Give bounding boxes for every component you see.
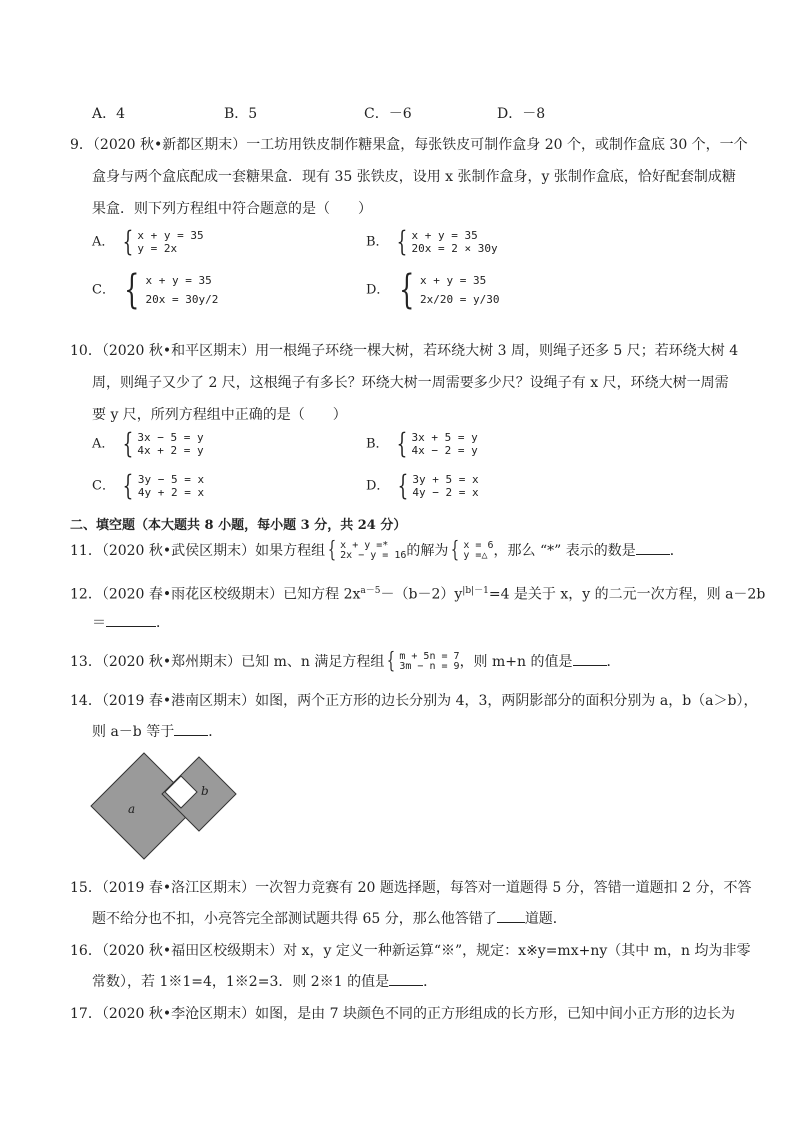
q15-line2: 题不给分也不扣，小亮答完全部测试题共得 65 分，那么他答错了 道题． (92, 911, 567, 927)
q9-option-a: A． { x + y = 35 y = 2x (92, 225, 204, 258)
q9-option-b: B． { x + y = 35 20x = 2 × 30y (366, 225, 498, 258)
q8-option-b: B．5 (224, 106, 258, 122)
q11: 11．（2020 秋•武侯区期末）如果方程组 { x + y =* 2x − y = 16 的解为 { x = 6 y =△ ，那么 “*” 表示的数是 ． (70, 538, 684, 563)
q10-line3: 要 y 尺，所列方程组中正确的是（ ） (92, 407, 347, 423)
q10-option-d: D． { 3y + 5 = x 4y − 2 = x (366, 469, 479, 502)
q17-line1: 17．（2020 秋•李沧区期末）如图，是由 7 块颜色不同的正方形组成的长方形，已知中间小正方形的边长为 (70, 1006, 735, 1022)
label-a: a (128, 802, 136, 816)
q13-answer-blank[interactable] (573, 653, 607, 666)
q16-line1: 16．（2020 秋•福田区校级期末）对 x，y 定义一种新运算“※”，规定：x※y=mx+ny（其中 m，n 均为非零 (70, 943, 751, 959)
q10-line1: 10．（2020 秋•和平区期末）用一根绳子环绕一棵大树，若环绕大树 3 周，则绳子还多 5 尺；若环绕大树 4 (70, 343, 739, 359)
q8-option-c: C．－6 (364, 106, 412, 122)
q10-line2: 周，则绳子又少了 2 尺，这根绳子有多长？环绕大树一周需要多少尺？设绳子有 x 尺，环绕大树一周需 (92, 375, 729, 391)
q9-line1: 9．（2020 秋•新都区期末）一工坊用铁皮制作糖果盒，每张铁皮可制作盒身 20 个，或制作盒底 30 个，一个 (70, 137, 748, 153)
q14-line2: 则 a－b 等于 ． (92, 724, 223, 740)
q9-option-d: D． { x + y = 35 2x/20 = y/30 (366, 267, 500, 313)
q15-answer-blank[interactable] (497, 910, 525, 923)
q12-answer-blank[interactable] (106, 614, 156, 627)
section-2-heading: 二、填空题（本大题共 8 小题，每小题 3 分，共 24 分） (70, 518, 407, 533)
q14-answer-blank[interactable] (174, 723, 208, 736)
q15-line1: 15．（2019 春•洛江区期末）一次智力竞赛有 20 题选择题，每答对一道题得 5 分，答错一道题扣 2 分，不答 (70, 880, 752, 896)
q16-line2: 常数），若 1※1=4，1※2=3．则 2※1 的值是 ． (92, 974, 438, 990)
q14-line1: 14．（2019 春•港南区期末）如图，两个正方形的边长分别为 4，3，两阴影部分的面积分别为 a，b（a＞b）， (70, 693, 758, 709)
q16-answer-blank[interactable] (389, 973, 423, 986)
label-b: b (201, 784, 209, 798)
q10-option-a: A． { 3x − 5 = y 4x + 2 = y (92, 427, 204, 460)
q9-option-c: C． { x + y = 35 20x = 30y/2 (92, 267, 219, 313)
q8-option-a: A．4 (92, 106, 126, 122)
q9-line3: 果盒．则下列方程组中符合题意的是（ ） (92, 201, 372, 217)
q14-figure (86, 752, 242, 862)
q12-line2: ＝ ． (92, 615, 170, 631)
q10-option-b: B． { 3x + 5 = y 4x − 2 = y (366, 427, 478, 460)
q11-answer-blank[interactable] (636, 542, 670, 555)
q10-option-c: C． { 3y − 5 = x 4y + 2 = x (92, 469, 205, 502)
q13: 13．（2020 秋•郑州期末）已知 m、n 满足方程组 { m + 5n = 7 3m − n = 9 ，则 m+n 的值是 ． (70, 649, 621, 674)
q9-line2: 盒身与两个盒底配成一套糖果盒．现有 35 张铁皮，设用 x 张制作盒身，y 张制作盒底，恰好配套制成糖 (92, 169, 736, 185)
q8-option-d: D．－8 (497, 106, 546, 122)
q12-line1: 12．（2020 春•雨花区校级期末）已知方程 $2x^{a-5}-(b-2)y^{|b|-1}=4$ 是关于 x，y 的二元一次方程，则 a－2b (70, 586, 766, 603)
